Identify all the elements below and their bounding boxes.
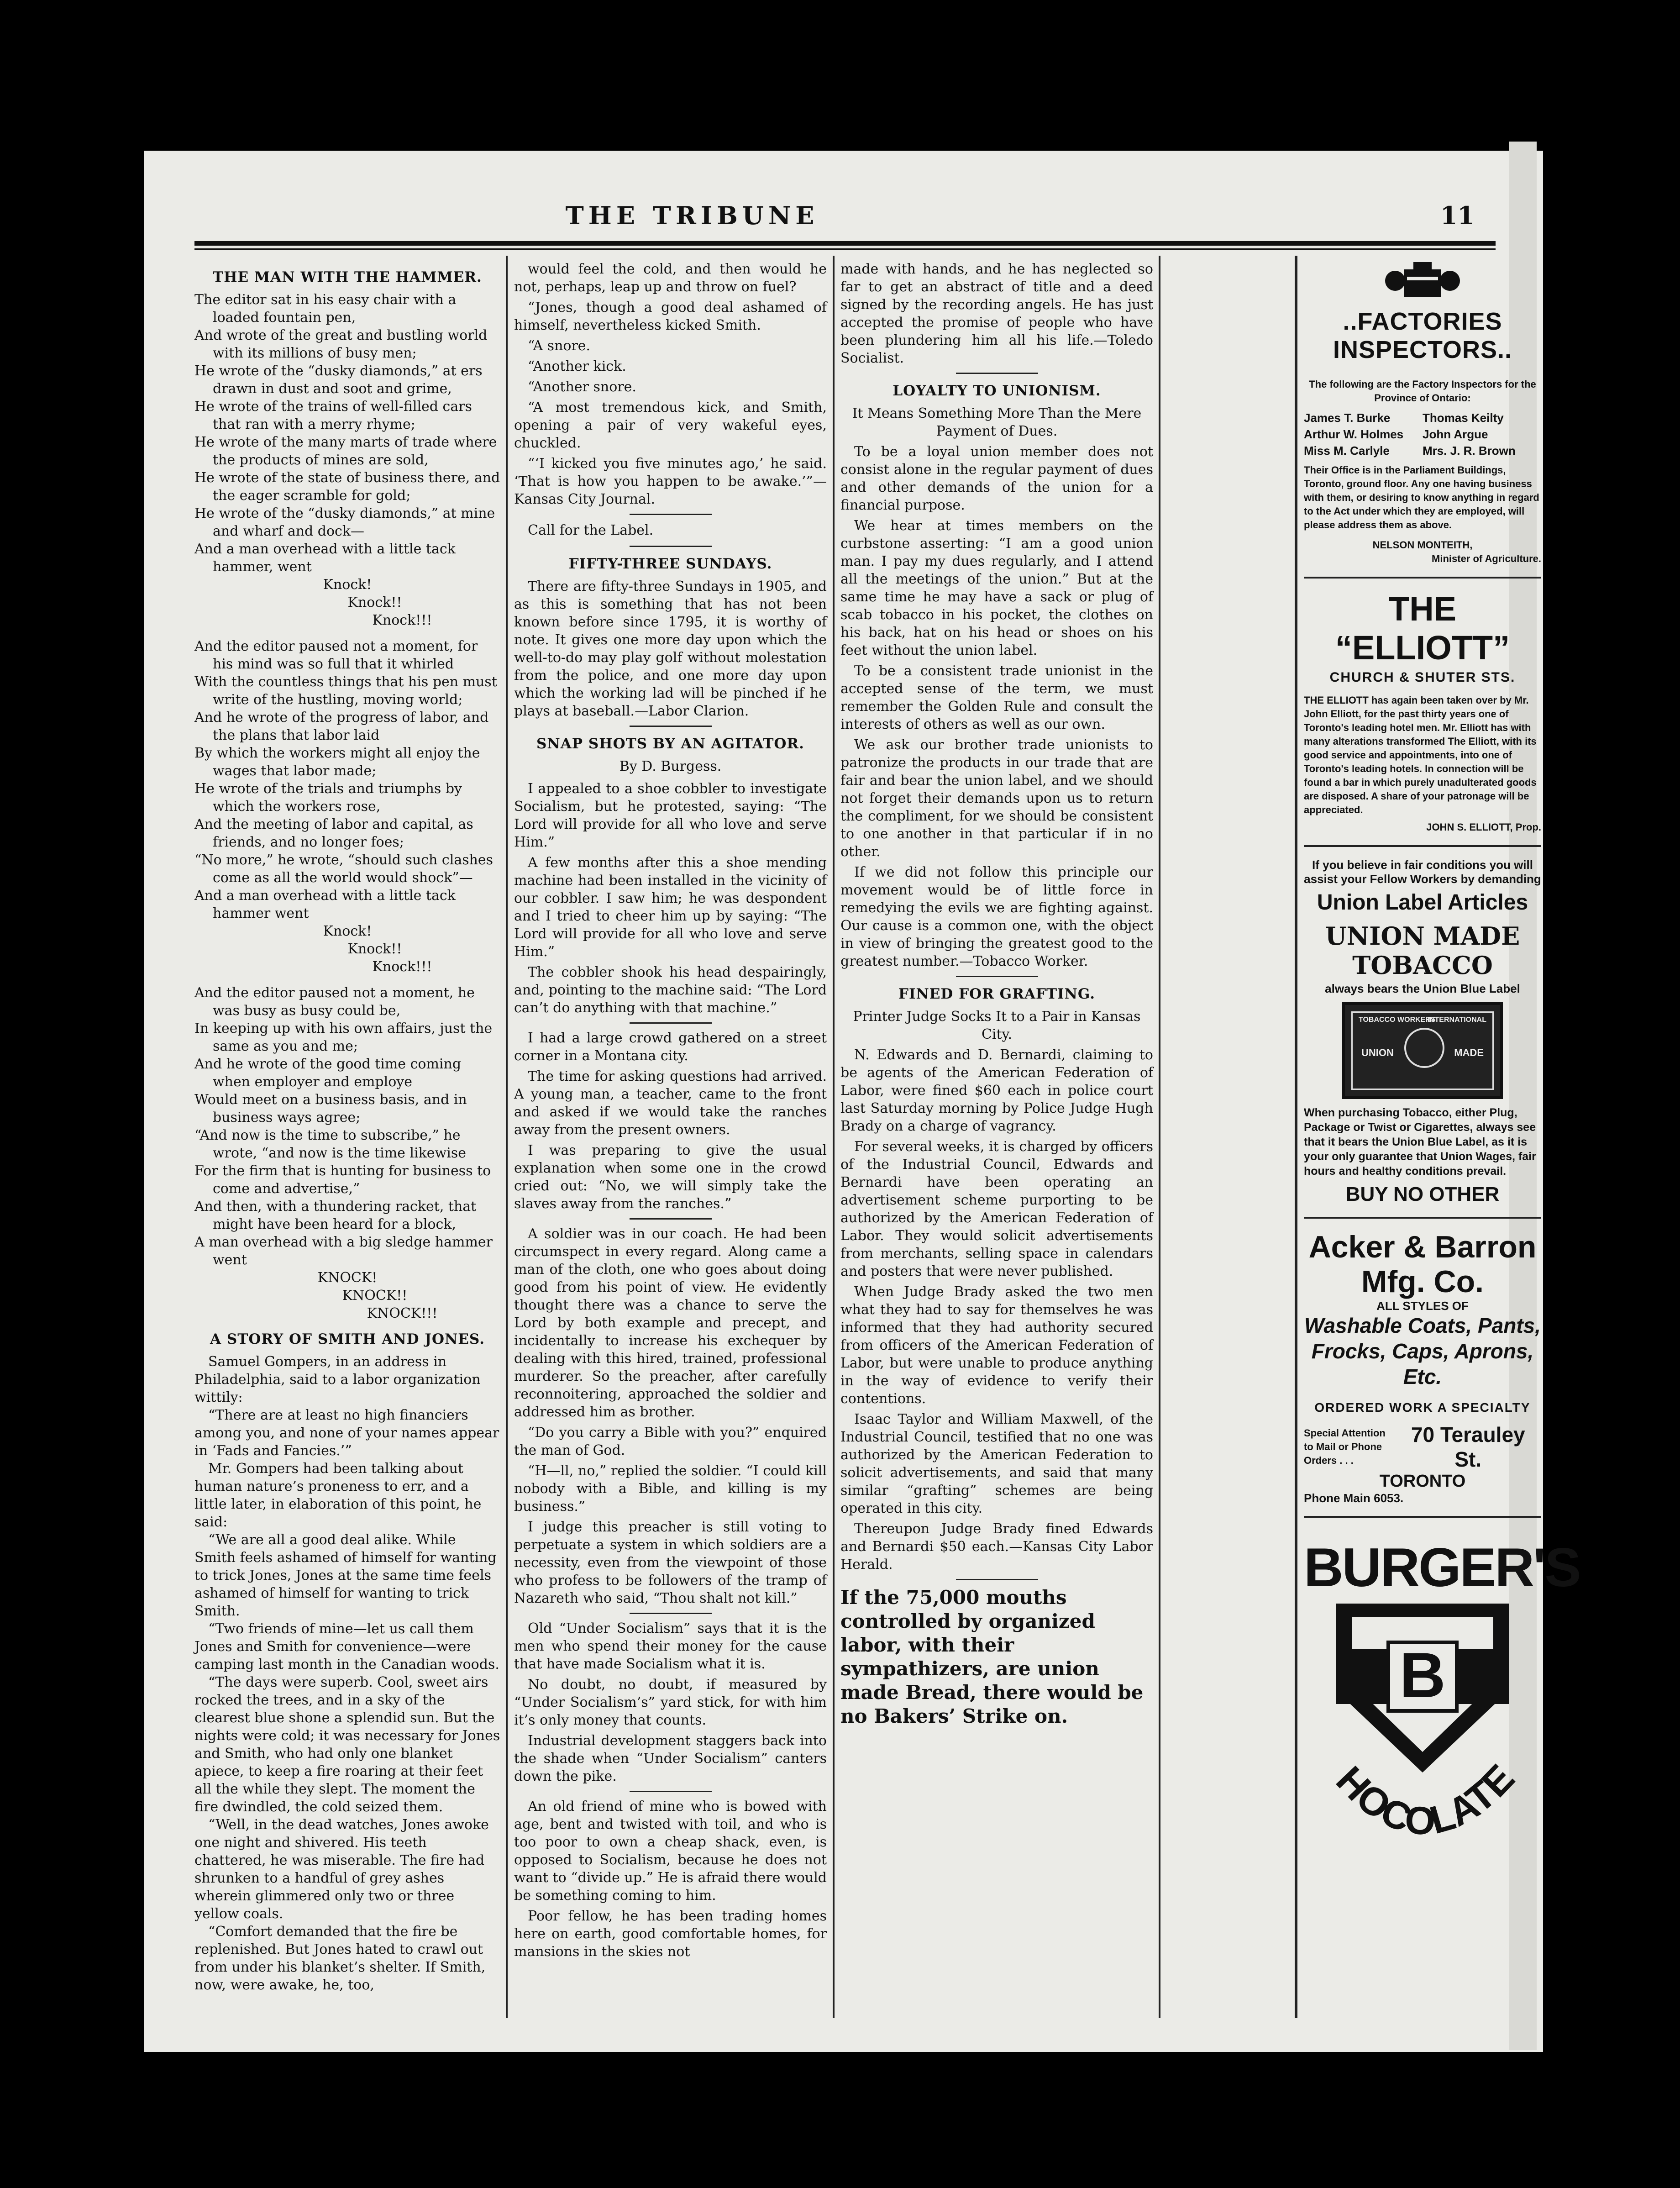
story-title: A STORY OF SMITH AND JONES.: [210, 1331, 485, 1347]
sundays-paragraph: There are fifty-three Sundays in 1905, and as this is something that has not been known before since 1795, it is worthy of note. It gives one more day upon which the well-to-do may play golf without molestation from the police, and one more day upon which the working lad will be pinched if he plays at baseball.—Labor Clarion.: [514, 579, 827, 719]
snap-paragraph: I had a large crowd gathered on a street corner in a Montana city.: [514, 1030, 827, 1064]
call-for-label: Call for the Label.: [528, 522, 654, 538]
divider: [630, 1022, 712, 1024]
snap-paragraph: A soldier was in our coach. He had been circumspect in every regard. Along came a man of the cloth, one who goes about doing good from his point of view. He evidently thought there was a chance to serve the Lord by both example and precept, and incidentally to increase his exchequer by dealing with this hired, trained, professional murderer. So the preacher, after carefully reconnoitering, approached the soldier and addressed him as brother.: [514, 1226, 827, 1420]
poem-line: For the firm that is hunting for business to come and advertise,”: [194, 1163, 491, 1197]
story-paragraph: “‘I kicked you five minutes ago,’ he said. ‘That is how you happen to be awake.’”—Kansas City Journal.: [514, 456, 827, 507]
divider: [630, 546, 712, 547]
acker-phone: Phone Main 6053.: [1304, 1491, 1404, 1505]
acker-city: TORONTO: [1379, 1472, 1466, 1491]
inspector-name: Mrs. J. R. Brown: [1423, 444, 1516, 458]
head-rule: [194, 241, 1496, 246]
poem-title: THE MAN WITH THE HAMMER.: [213, 269, 482, 285]
acker-street: 70 Terauley St.: [1411, 1423, 1525, 1471]
divider: [956, 1579, 1038, 1580]
fined-title: FINED FOR GRAFTING.: [898, 986, 1096, 1002]
fined-paragraph: For several weeks, it is charged by officers of the Industrial Council, Edwards and Bernardi have been operating an advertisement scheme purporting to be authorized by the American Federation of Labor. They would solicit advertisements from merchants, selling space in calendars and posters that were never published.: [840, 1139, 1153, 1279]
buy-no-other: BUY NO OTHER: [1345, 1183, 1500, 1205]
burgers-ad: [1304, 1536, 1580, 1921]
knock-line: Knock!!!: [372, 612, 432, 628]
elliott-ad: [1304, 589, 1541, 834]
story-paragraph: “There are at least no high financiers among you, and none of your names appear in ‘Fads and Fancies.’”: [194, 1407, 499, 1459]
divider: [630, 1791, 712, 1792]
acker-barron-ad: [1304, 1230, 1541, 1505]
column-1: [194, 260, 500, 1994]
acker-title: Acker & Barron Mfg. Co.: [1308, 1230, 1537, 1299]
snap-paragraph: Poor fellow, he has been trading homes here on earth, good comfortable homes, for mansions in the skies not: [514, 1908, 827, 1960]
blue-label-line: always bears the Union Blue Label: [1325, 982, 1520, 995]
knock-line: Knock!!!: [372, 959, 432, 975]
label-body: When purchasing Tobacco, either Plug, Package or Twist or Cigarettes, always see that it bears the Union Blue Label, as it is your only guarantee that Union Wages, fair hours and healthy conditions prevail.: [1304, 1106, 1536, 1178]
acker-address: [1304, 1422, 1541, 1472]
factories-title: ..FACTORIES INSPECTORS..: [1333, 308, 1512, 363]
poem-line: “No more,” he wrote, “should such clashes come as all the world would shock”—: [194, 852, 493, 886]
factories-office: Their Office is in the Parliament Buildings, Toronto, ground floor. Any one having business with them, or desiring to know anything in regard to the Act under which they are employed, will please address them as above.: [1304, 464, 1539, 531]
head-rule-thin: [194, 248, 1496, 250]
advertisements-column: [1304, 260, 1580, 1921]
label-text: INTERNATIONAL: [1427, 1016, 1486, 1024]
story-paragraph: “Jones, though a good deal ashamed of himself, nevertheless kicked Smith.: [514, 300, 827, 333]
story-paragraph: “A snore.: [528, 338, 591, 354]
snap-paragraph: I judge this preacher is still voting to perpetuate a system in which soldiers are a necessity, even from the viewpoint of those who profess to be followers of the tramp of Nazareth who said, “Thou shalt not kill.”: [514, 1519, 827, 1606]
loyalty-paragraph: We ask our brother trade unionists to patronize the products in our trade that are fair and bear the union label, and we should not forget their demands upon us to return the compliment, for we should be consistent to one another in that particular if in no other.: [840, 737, 1153, 860]
story-paragraph: Samuel Gompers, in an address in Philadelphia, said to a labor organization wittily:: [194, 1354, 481, 1405]
loyalty-paragraph: We hear at times members on the curbstone asserting: “I am a good union man. I pay my dues regularly, and I attend all the meetings of the union.” But at the same time he may have a sack or plug of scab tobacco in his pocket, the clothes on his back, hat on his head or shoes on his feet without the union label.: [840, 518, 1153, 658]
inspector-name: James T. Burke: [1304, 411, 1391, 425]
loyalty-subtitle: It Means Something More Than the Mere Payment of Dues.: [852, 405, 1142, 439]
story-paragraph: would feel the cold, and then would he not, perhaps, leap up and throw on fuel?: [514, 261, 827, 295]
minister-title: Minister of Agriculture.: [1432, 553, 1541, 564]
fined-paragraph: Isaac Taylor and William Maxwell, of the Industrial Council, testified that no one was authorized by the American Federation to solicit advertisements, and said that many similar “grafting” schemes are being operated in this city.: [840, 1411, 1153, 1516]
story-paragraph: “A most tremendous kick, and Smith, opening a pair of very wakeful eyes, chuckled.: [514, 400, 827, 451]
snap-paragraph: An old friend of mine who is bowed with age, bent and twisted with toil, and who is too poor to own a cheap shack, even, is opposed to Socialism, because he does not want to “divide up.” He is afraid there would be something coming to him.: [514, 1799, 827, 1904]
acker-mail: Special Attention to Mail or Phone Orders . . .: [1304, 1427, 1386, 1466]
story-paragraph: “Well, in the dead watches, Jones awoke one night and shivered. His teeth chattered, he was miserable. The fire had shrunken to a handful of grey ashes wherein glimmered only two or three yellow coals.: [194, 1817, 489, 1922]
elliott-title: THE “ELLIOTT”: [1335, 590, 1510, 667]
acker-all-styles: ALL STYLES OF: [1376, 1299, 1469, 1313]
inspector-name: Miss M. Carlyle: [1304, 444, 1390, 458]
poem-line: He wrote of the “dusky diamonds,” at mine and wharf and dock—: [194, 505, 495, 539]
divider: [630, 726, 712, 727]
factories-ad: [1304, 260, 1541, 566]
poem-line: By which the workers might all enjoy the wages that labor made;: [194, 745, 480, 779]
union-label-image: [1342, 1002, 1503, 1099]
poem-line: And he wrote of the good time coming when employer and employe: [194, 1056, 462, 1090]
divider: [956, 976, 1038, 977]
divider: [630, 1613, 712, 1614]
ad-divider: [1304, 1217, 1541, 1219]
story-paragraph: “The days were superb. Cool, sweet airs rocked the trees, and in a sky of the clearest blue shone a splendid sun. But the nights were cold; it was necessary for Jones and Smith, who had only one blanket apiece, to keep a fire roaring at their feet all the while they slept. The moment the fire dwindled, the cold seized them.: [194, 1674, 500, 1815]
poem-line: And the meeting of labor and capital, as friends, and no longer foes;: [194, 816, 473, 850]
poem-line: “And now is the time to subscribe,” he wrote, “and now is the time likewise: [194, 1127, 466, 1161]
story-paragraph: “Another snore.: [528, 379, 636, 395]
elliott-signature: JOHN S. ELLIOTT, Prop.: [1426, 821, 1541, 833]
inspector-name: Thomas Keilty: [1423, 411, 1504, 425]
burgers-name: BURGER'S: [1304, 1537, 1580, 1598]
snap-paragraph: No doubt, no doubt, if measured by “Under Socialism’s” yard stick, for with him it’s only money that counts.: [514, 1677, 827, 1728]
label-text: UNION: [1361, 1047, 1394, 1058]
column-rule: [1295, 256, 1297, 2018]
poem-line: A man overhead with a big sledge hammer went: [194, 1234, 493, 1268]
ad-divider: [1304, 577, 1541, 579]
elliott-body: THE ELLIOTT has again been taken over by Mr. John Elliott, for the past thirty years one of Toronto's leading hotel men. Mr. Elliott has with many alterations transformed The Elliott, with its good service and appointments, into one of Toronto's leading hotels. In connection will be found a bar in which purely unadulterated goods are disposed. A share of your patronage will be appreciated.: [1304, 694, 1537, 815]
fined-paragraph: N. Edwards and D. Bernardi, claiming to be agents of the American Federation of Labor, were fined $60 each in police court last Saturday morning by Police Judge Hugh Brady on a charge of vagrancy.: [840, 1047, 1153, 1134]
snap-paragraph: The time for asking questions had arrived. A young man, a teacher, came to the front and asked if we would take the ranches away from the present owners.: [514, 1068, 827, 1138]
label-text: TOBACCO WORKERS: [1359, 1016, 1436, 1024]
elliott-address: CHURCH & SHUTER STS.: [1329, 670, 1516, 685]
poem-line: And he wrote of the progress of labor, and the plans that labor laid: [194, 710, 489, 743]
poem-line: And the editor paused not a moment, for his mind was so full that it whirled: [194, 638, 478, 672]
acker-goods: Washable Coats, Pants, Frocks, Caps, Aprons, Etc.: [1304, 1314, 1541, 1389]
snap-paragraph: I was preparing to give the usual explanation when some one in the crowd cried out: “No, we will simply take the slaves away from the ranches.”: [514, 1142, 827, 1212]
poem-line: He wrote of the many marts of trade where the products of mines are sold,: [194, 434, 497, 468]
snap-paragraph: “Do you carry a Bible with you?” enquired the man of God.: [514, 1425, 827, 1458]
burgers-b-letter: B: [1399, 1639, 1446, 1711]
snap-paragraph: I appealed to a shoe cobbler to investigate Socialism, but he protested, saying: “The Lord will provide for all who love and serve Him.”: [514, 781, 827, 850]
story-paragraph: Mr. Gompers had been talking about human nature’s proneness to err, and a little later, in elaboration of this point, he said:: [194, 1461, 482, 1530]
coat-of-arms-icon: [1377, 260, 1468, 301]
loyalty-paragraph: If we did not follow this principle our movement would be of little force in remedying the evils we are fighting against. Our cause is a common one, with the object in view of bringing the greatest good to the greatest number.—Tobacco Worker.: [840, 864, 1153, 969]
ad-divider: [1304, 1516, 1541, 1518]
union-made-tobacco: UNION MADE TOBACCO: [1325, 921, 1520, 980]
knock-line: Knock!!: [347, 941, 402, 957]
knock-line: Knock!: [323, 923, 372, 939]
poem-line: And then, with a thundering racket, that might have been heard for a block,: [194, 1199, 477, 1232]
snap-paragraph: The cobbler shook his head despairingly, and, pointing to the machine said: “The Lord can’t do anything with that machine.”: [514, 964, 827, 1016]
poem-line: And wrote of the great and bustling world with its millions of busy men;: [194, 327, 488, 361]
inspector-name: John Argue: [1423, 427, 1488, 441]
burgers-chocolates: HOCOLATE: [1328, 1756, 1523, 1844]
divider: [630, 1218, 712, 1220]
story-paragraph: “We are all a good deal alike. While Smith feels ashamed of himself for wanting to trick Jones, Jones at the same time feels ashamed of himself for wanting to trick Smith.: [194, 1532, 497, 1619]
poem-line: He wrote of the trials and triumphs by which the workers rose,: [194, 781, 462, 815]
label-headline: Union Label Articles: [1317, 890, 1528, 915]
snap-byline: By D. Burgess.: [619, 758, 722, 774]
fined-paragraph: When Judge Brady asked the two men what they had to say for themselves he was informed that they had authority secured from officers of the American Federation of Labor, but were unable to produce anything in the way of evidence to verify their contentions.: [840, 1284, 1153, 1407]
label-text: MADE: [1454, 1047, 1484, 1058]
page-number: 11: [1440, 201, 1475, 230]
knock-line: Knock!: [323, 577, 372, 593]
article-paragraph: made with hands, and he has neglected so far to get an abstract of title and a deed signed by the recording angels. He has just accepted the promise of people who have been plundering him all his life.—Toledo Socialist.: [840, 261, 1153, 366]
poem-line: The editor sat in his easy chair with a loaded fountain pen,: [194, 292, 457, 326]
knock-line: KNOCK!: [317, 1270, 378, 1286]
poem-line: And a man overhead with a little tack hammer went: [194, 888, 456, 921]
poem-line: In keeping up with his own affairs, just the same as you and me;: [194, 1020, 493, 1054]
inspector-name: Arthur W. Holmes: [1304, 427, 1404, 441]
newspaper-page: [144, 151, 1580, 2052]
snap-paragraph: Industrial development staggers back into the shade when “Under Socialism” canters down the pike.: [514, 1733, 827, 1784]
loyalty-paragraph: To be a loyal union member does not consist alone in the regular payment of dues and other demands of the union for a financial purpose.: [840, 444, 1153, 513]
knock-line: KNOCK!!!: [367, 1305, 438, 1321]
poem-line: He wrote of the trains of well-filled cars that ran with a merry rhyme;: [194, 399, 472, 432]
story-paragraph: “Comfort demanded that the fire be replenished. But Jones hated to crawl out from under his blanket’s shelter. If Smith, now, were awake, he, too,: [194, 1924, 486, 1993]
snap-paragraph: A few months after this a shoe mending machine had been installed in the vicinity of our cobbler. I saw him; he was despondent and I tried to cheer him up by saying: “The Lord will provide for all who love and serve Him.”: [514, 855, 827, 960]
poem-line: With the countless things that his pen must write of the hustling, moving world;: [194, 674, 497, 708]
minister-name: NELSON MONTEITH,: [1372, 539, 1473, 551]
story-paragraph: “Two friends of mine—let us call them Jones and Smith for convenience—were camping last month in the Canadian woods.: [194, 1621, 499, 1673]
poem-line: He wrote of the state of business there, and the eager scramble for gold;: [194, 470, 500, 504]
column-3: [840, 260, 1153, 1731]
masthead-title: THE TRIBUNE: [565, 201, 819, 230]
bread-notice: If the 75,000 mouths controlled by organized labor, with their sympathizers, are union made Bread, there would be no Bakers’ Strike on.: [840, 1586, 1144, 1727]
divider: [630, 514, 712, 515]
inspector-list: [1304, 410, 1541, 459]
sundays-title: FIFTY-THREE SUNDAYS.: [568, 556, 772, 572]
story-paragraph: “Another kick.: [528, 358, 626, 374]
column-rule: [1159, 256, 1160, 2018]
factories-intro: The following are the Factory Inspectors for the Province of Ontario:: [1309, 379, 1536, 404]
poem-line: Would meet on a business basis, and in business ways agree;: [194, 1092, 467, 1126]
snap-paragraph: “H—ll, no,” replied the soldier. “I could kill nobody with a Bible, and killing is my business.”: [514, 1463, 827, 1515]
column-rule: [833, 256, 835, 2018]
loyalty-paragraph: To be a consistent trade unionist in the accepted sense of the term, we must remember the Golden Rule and consult the interests of others as well as our own.: [840, 663, 1153, 732]
poem-line: And the editor paused not a moment, he was busy as busy could be,: [194, 985, 475, 1019]
union-seal-icon: [1404, 1028, 1444, 1068]
fined-subtitle: Printer Judge Socks It to a Pair in Kansas City.: [853, 1009, 1141, 1042]
column-rule: [506, 256, 508, 2018]
poem-line: He wrote of the “dusky diamonds,” at ers drawn in dust and soot and grime,: [194, 363, 483, 397]
snap-paragraph: Old “Under Socialism” says that it is the men who spend their money for the cause that have made Socialism what it is.: [514, 1620, 827, 1672]
burgers-shield-logo: [1308, 1599, 1537, 1919]
acker-order: ORDERED WORK A SPECIALTY: [1314, 1400, 1531, 1415]
knock-line: KNOCK!!: [342, 1288, 408, 1304]
ad-divider: [1304, 845, 1541, 847]
fined-paragraph: Thereupon Judge Brady fined Edwards and Bernardi $50 each.—Kansas City Labor Herald.: [840, 1521, 1153, 1573]
union-label-ad: [1304, 858, 1541, 1206]
column-2: [514, 260, 827, 1963]
knock-line: Knock!!: [347, 594, 402, 610]
snap-title: SNAP SHOTS BY AN AGITATOR.: [536, 736, 804, 752]
poem-line: And a man overhead with a little tack hammer, went: [194, 541, 456, 575]
divider: [956, 373, 1038, 374]
loyalty-title: LOYALTY TO UNIONISM.: [892, 383, 1101, 399]
label-intro: If you believe in fair conditions you will assist your Fellow Workers by demanding: [1304, 858, 1541, 886]
running-head: [144, 201, 1543, 237]
